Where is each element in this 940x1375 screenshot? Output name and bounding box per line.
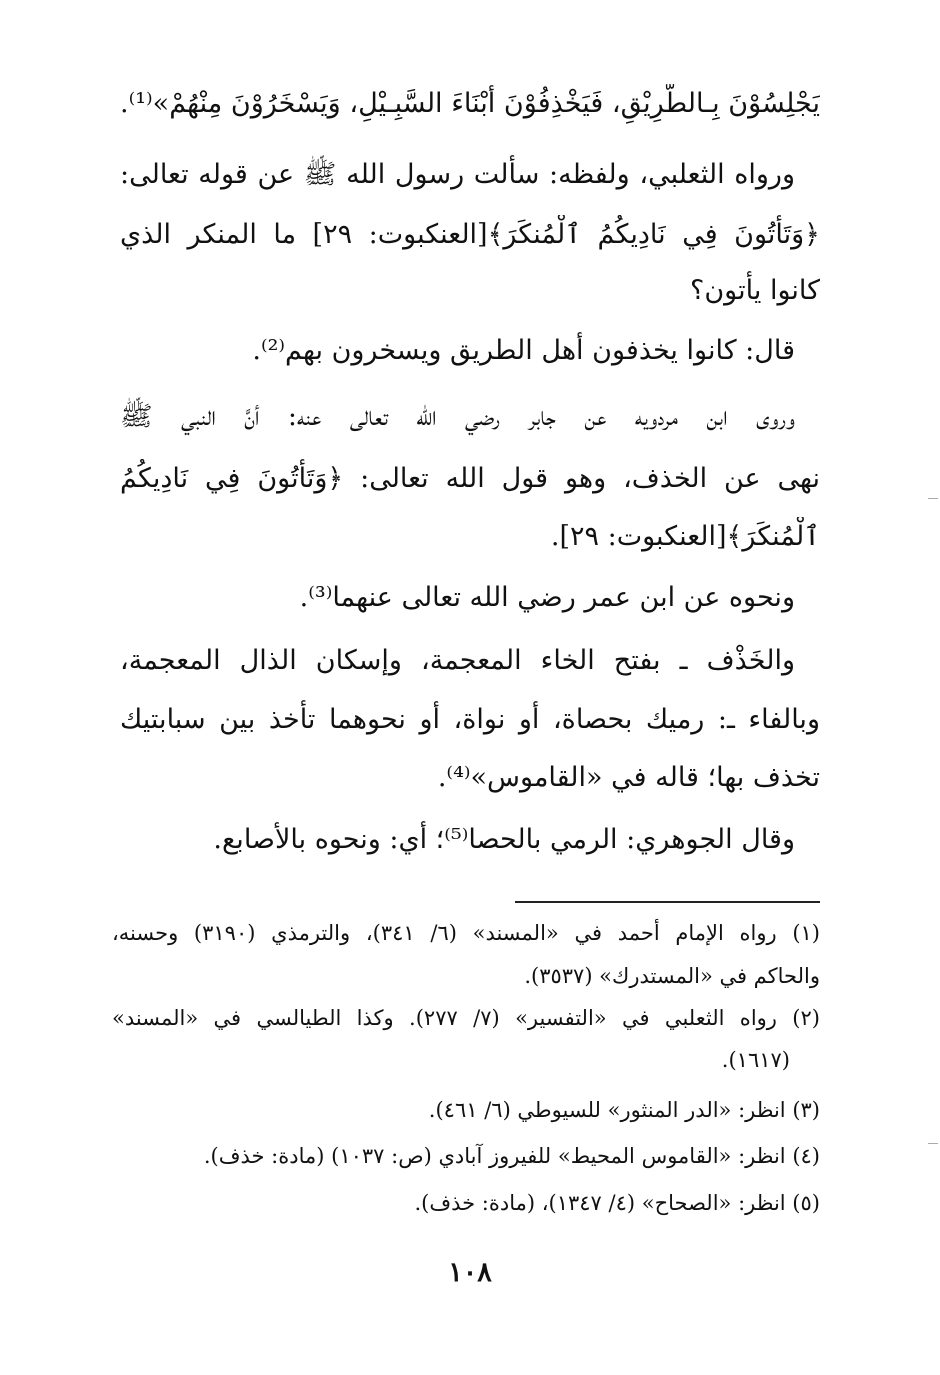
footnote-2-line-2: (١٦١٧). <box>721 1048 790 1072</box>
body-line-3: ﴿وَتَأْتُونَ فِي نَادِيكُمُ ٱلْمُنكَرَ﴾[العنكبوت: ٢٩] ما المنكر الذي <box>120 219 820 250</box>
page-number: ١٠٨ <box>448 1257 492 1288</box>
footnote-1-line-1: (١) رواه الإمام أحمد في «المسند» (٦/ ٣٤١)، والترمذي (٣١٩٠) وحسنه، <box>112 921 820 945</box>
body-line-9: ونحوه عن ابن عمر رضي الله تعالى عنهما⁽³⁾. <box>299 582 795 613</box>
body-line-8: ٱلْمُنكَرَ﴾[العنكبوت: ٢٩]. <box>550 521 820 552</box>
footnote-1-line-2: والحاكم في «المستدرك» (٣٥٣٧). <box>524 964 820 988</box>
body-line-2: ورواه الثعلبي، ولفظه: سألت رسول الله ﷺ عن قوله تعالى: <box>120 159 795 190</box>
footnote-5: (٥) انظر: «الصحاح» (٤/ ١٣٤٧)، (مادة: خذف). <box>414 1191 820 1215</box>
scan-edge-mark <box>928 1143 938 1144</box>
footnote-2-line-1: (٢) رواه الثعلبي في «التفسير» (٧/ ٢٧٧). وكذا الطيالسي في «المسند» <box>112 1006 820 1030</box>
footnote-4: (٤) انظر: «القاموس المحيط» للفيروز آبادي (ص: ١٠٣٧) (مادة: خذف). <box>203 1144 820 1168</box>
scan-edge-mark <box>928 498 938 499</box>
body-line-7: نهى عن الخذف، وهو قول الله تعالى: ﴿وَتَأْتُونَ فِي نَادِيكُمُ <box>120 463 820 494</box>
footnote-3: (٣) انظر: «الدر المنثور» للسيوطي (٦/ ٤٦١). <box>428 1098 820 1122</box>
body-line-6: وروى ابن مردويه عن جابر رضي الله تعالى عنه: أنَّ النبي ﷺ <box>120 401 795 432</box>
body-line-5: قال: كانوا يخذفون أهل الطريق ويسخرون بهم⁽²⁾. <box>252 335 795 366</box>
body-line-11: وبالفاء ـ: رميك بحصاة، أو نواة، أو نحوهما تأخذ بين سبابتيك <box>120 704 820 735</box>
body-line-12: تخذف بها؛ قاله في «القاموس»⁽⁴⁾. <box>437 762 820 793</box>
body-line-13: وقال الجوهري: الرمي بالحصا⁽⁵⁾؛ أي: ونحوه بالأصابع. <box>213 824 795 855</box>
body-line-1: يَجْلِسُوْنَ بِـالطَّرِيْقِ، فَيَخْذِفُوْنَ أَبْنَاءَ السَّبِـيْلِ، وَيَسْخَرُوْنَ مِنْهُمْ»⁽¹⁾. <box>120 88 820 119</box>
body-line-4: كانوا يأتون؟ <box>690 275 820 306</box>
footnote-divider <box>515 901 820 903</box>
body-line-10: والخَذْف ـ بفتح الخاء المعجمة، وإسكان الذال المعجمة، <box>120 645 795 676</box>
